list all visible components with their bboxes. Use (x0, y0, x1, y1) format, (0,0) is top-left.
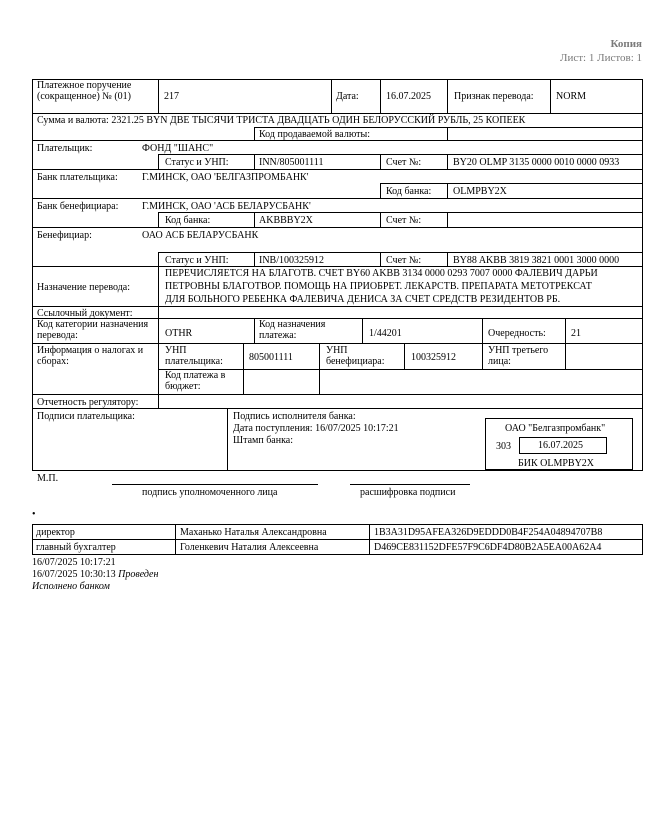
payment-purpose-code: 1/44201 (369, 328, 402, 339)
priority-label: Очередность: (488, 328, 546, 339)
sheet-info: Лист: 1 Листов: 1 (560, 52, 642, 64)
doc-type-label: Платежное поручение (сокращенное) № (01) (37, 80, 132, 102)
regulator-report-label: Отчетность регулятору: (37, 397, 139, 408)
reference-doc-label: Ссылочный документ: (37, 308, 133, 319)
auth-sign-line (112, 484, 318, 485)
beneficiary-account: BY88 AKBB 3819 3821 0001 3000 0000 (453, 255, 620, 266)
payer-bank: Г.МИНСК, ОАО 'БЕЛГАЗПРОМБАНК' (142, 172, 309, 183)
stamp-date: 16.07.2025 (538, 440, 583, 451)
signer-role: директор (36, 527, 75, 538)
payer-status-unp: INN/805001111 (259, 157, 324, 168)
log-status: Проведен (118, 569, 159, 580)
beneficiary-bank: Г.МИНСК, ОАО 'АСБ БЕЛАРУСБАНК' (142, 201, 311, 212)
beneficiary-bank-label: Банк бенефициара: (37, 201, 119, 212)
stamp-bank-name: ОАО "Белгазпромбанк" (505, 423, 606, 434)
transfer-sign: NORM (556, 91, 587, 102)
receipt-date: Дата поступления: 16/07/2025 10:17:21 (233, 423, 399, 434)
signer-name: Голенкевич Наталия Алексеевна (180, 542, 319, 553)
bank-stamp-label: Штамп банка: (233, 435, 293, 446)
beneficiary-status-unp: INB/100325912 (259, 255, 324, 266)
payer-signatures-label: Подписи плательщика: (37, 411, 135, 422)
payer-unp: 805001111 (249, 352, 293, 363)
purpose-line: ПЕТРОВНЫ БЛАГОТВОР. ПОМОЩЬ НА ПРИОБРЕТ. ЛЕКАРСТВ. ПРЕПАРАТА МЕТОТРЕКСАТ (165, 281, 592, 292)
beneficiary-unp-label: УНП бенефициара: (326, 345, 385, 367)
log-time: 16/07/2025 10:30:13 (32, 569, 116, 580)
payer-bank-code: OLMPBY2X (453, 186, 507, 197)
purpose-line: ДЛЯ БОЛЬНОГО РЕБЕНКА ФАЛЕВИЧА ДЕНИСА ЗА СЧЕТ СРЕДСТВ РЕЗИДЕНТОВ РБ. (165, 294, 561, 305)
budget-code-label: Код платежа в бюджет: (165, 370, 226, 392)
sold-currency-label: Код продаваемой валюты: (259, 129, 371, 140)
mp-label: М.П. (37, 473, 59, 484)
purpose-label: Назначение перевода: (37, 282, 131, 293)
payment-purpose-code-label: Код назначения платежа: (259, 319, 326, 341)
beneficiary-unp: 100325912 (411, 352, 456, 363)
purpose-line: ПЕРЕЧИСЛЯЕТСЯ НА БЛАГОТВ. СЧЕТ BY60 AKBB 3134 0000 0293 7007 0000 ФАЛЕВИЧ ДАРЬИ (165, 268, 598, 279)
payer-name: ФОНД "ШАНС" (142, 143, 214, 154)
beneficiary-account-label: Счет №: (386, 255, 422, 266)
purpose-category-label: Код категории назначения перевода: (37, 319, 149, 341)
signer-name: Маханько Наталья Александровна (180, 527, 327, 538)
date-label: Дата: (336, 91, 359, 102)
beneficiary-bank-code: AKBBBY2X (259, 215, 313, 226)
transfer-sign-label: Признак перевода: (454, 91, 534, 102)
sign-decode-line (350, 484, 470, 485)
beneficiary-bank-account-label: Счет №: (386, 215, 422, 226)
payer-label: Плательщик: (37, 143, 93, 154)
payer-unp-label: УНП плательщика: (165, 345, 223, 367)
stamp-bik: БИК OLMPBY2X (518, 458, 595, 469)
doc-date: 16.07.2025 (386, 91, 431, 102)
bullet: • (32, 509, 36, 520)
doc-number: 217 (164, 91, 179, 102)
stamp-code: 303 (496, 441, 511, 452)
third-party-unp-label: УНП третьего лица: (488, 345, 549, 367)
signer-hash: D469CE831152DFE57F9C6DF4D80B2A5EA00A62A4 (374, 542, 602, 553)
sign-decode-label: расшифровка подписи (360, 487, 456, 498)
payer-status-unp-label: Статус и УНП: (165, 157, 229, 168)
log-line: Исполнено банком (32, 581, 110, 592)
payer-bank-label: Банк плательщика: (37, 172, 118, 183)
copy-label: Копия (610, 38, 642, 50)
tax-info-label: Информация о налогах и сборах: (37, 345, 144, 367)
log-line: 16/07/2025 10:17:21 (32, 557, 116, 568)
signer-hash: 1B3A31D95AFEA326D9EDDD0B4F254A04894707B8 (374, 527, 603, 538)
payer-account-label: Счет №: (386, 157, 422, 168)
priority: 21 (571, 328, 581, 339)
payer-bank-code-label: Код банка: (386, 186, 432, 197)
log-line (32, 569, 158, 580)
bank-executor-sign-label: Подпись исполнителя банка: (233, 411, 356, 422)
signer-role: главный бухгалтер (36, 542, 116, 553)
amount-line: Сумма и валюта: 2321.25 BYN ДВЕ ТЫСЯЧИ ТРИСТА ДВАДЦАТЬ ОДИН БЕЛОРУССКИЙ РУБЛЬ, 25 КОПЕЕК (37, 115, 526, 126)
beneficiary-name: ОАО АСБ БЕЛАРУСБАНК (142, 230, 259, 241)
auth-sign-label: подпись уполномоченного лица (142, 487, 278, 498)
beneficiary-status-unp-label: Статус и УНП: (165, 255, 229, 266)
payer-account: BY20 OLMP 3135 0000 0010 0000 0933 (453, 157, 620, 168)
beneficiary-label: Бенефициар: (37, 230, 92, 241)
beneficiary-bank-code-label: Код банка: (165, 215, 211, 226)
purpose-category: OTHR (165, 328, 193, 339)
